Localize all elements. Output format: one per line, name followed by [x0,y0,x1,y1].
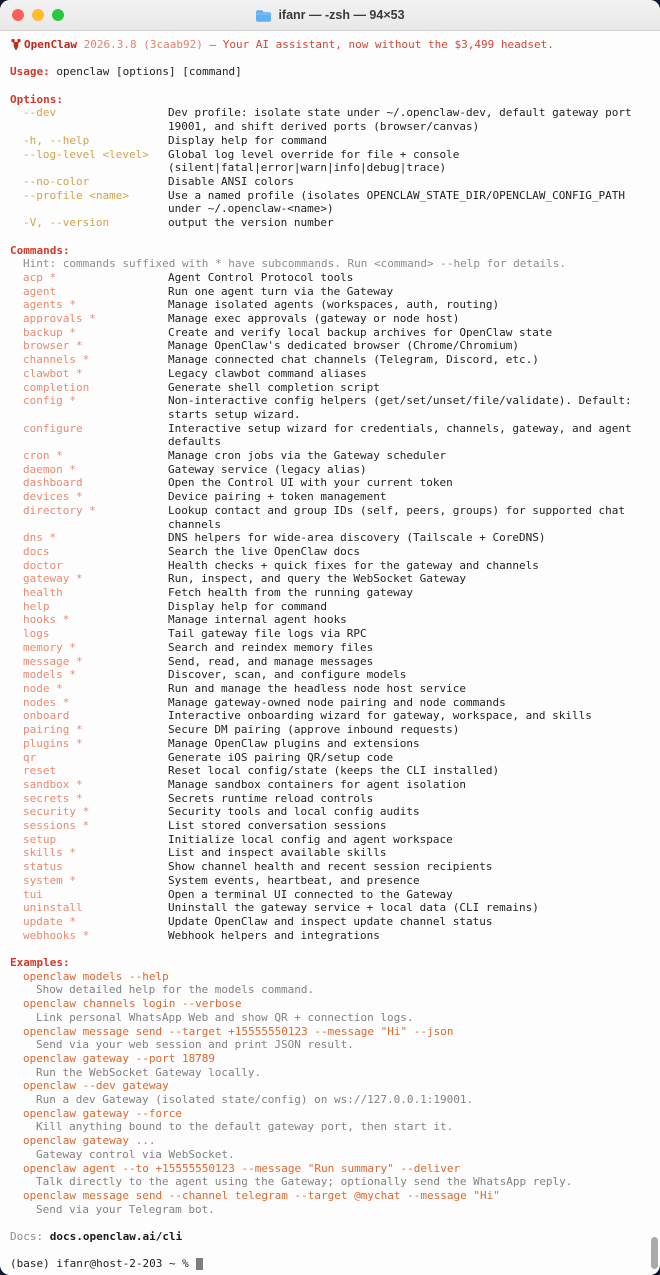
terminal-cursor [196,1258,203,1270]
command-row [10,476,650,490]
command-row [10,668,650,682]
command-name: onboard [23,709,70,723]
option-row [10,148,650,175]
command-name: acp * [23,270,57,284]
docs-label: Docs: [10,1230,44,1244]
example-block [10,1162,650,1189]
command-description: Lookup contact and group IDs (self, peers, groups) for supported chat channels [168,503,625,531]
command-description: Manage gateway-owned node pairing and node commands [168,695,506,709]
usage-line [10,65,650,79]
blank-line [10,942,650,956]
example-command: openclaw gateway ... [23,1134,156,1148]
command-row [10,339,650,353]
command-row [10,751,650,765]
command-row [10,655,650,669]
command-name: pairing * [23,723,83,737]
example-command: openclaw gateway --port 18789 [23,1051,216,1065]
command-description: Reset local config/state (keeps the CLI installed) [168,764,500,778]
close-button[interactable] [12,9,24,21]
command-row [10,600,650,614]
command-name: models * [23,668,76,682]
command-name: gateway * [23,572,83,586]
command-row [10,778,650,792]
example-command: openclaw gateway --force [23,1106,182,1120]
command-name: status [23,860,63,874]
commands-list [10,271,650,942]
example-block [10,1052,650,1079]
option-description: Disable ANSI colors [168,175,294,188]
command-row [10,627,650,641]
option-description: output the version number [168,216,334,230]
command-name: memory * [23,640,76,654]
command-row [10,271,650,285]
command-description: Manage exec approvals (gateway or node host) [168,312,460,326]
option-description: Use a named profile (isolates OPENCLAW_STATE_DIR/OPENCLAW_CONFIG_PATH under ~/.openclaw-<name>) [168,188,625,216]
command-description: Tail gateway file logs via RPC [168,627,367,641]
command-row [10,545,650,559]
command-row [10,792,650,806]
lobster-icon [10,38,22,50]
command-description: Discover, scan, and configure models [168,668,407,682]
command-row [10,929,650,943]
command-name: uninstall [23,901,83,915]
command-name: skills * [23,846,76,860]
blank-line [10,230,650,244]
app-header-line [10,38,650,52]
command-name: browser * [23,339,83,353]
blank-line [10,1244,650,1258]
options-heading: Options: [10,92,63,106]
example-description: Link personal WhatsApp Web and show QR + connection logs. [36,1010,414,1024]
option-flag: --profile <name> [23,188,129,202]
command-name: message * [23,654,83,668]
command-name: logs [23,627,50,641]
command-name: reset [23,764,57,778]
command-name: dashboard [23,476,83,490]
app-name: OpenClaw [24,38,77,51]
command-description: Gateway service (legacy alias) [168,462,367,476]
command-name: docs [23,544,50,558]
command-row [10,285,650,299]
options-list [10,106,650,229]
command-description: Manage OpenClaw's dedicated browser (Chrome/Chromium) [168,339,519,353]
commands-heading: Commands: [10,243,70,257]
command-description: Create and verify local backup archives for OpenClaw state [168,325,553,339]
examples-list [10,970,650,1217]
command-description: List stored conversation sessions [168,819,387,833]
example-description: Run a dev Gateway (isolated state/config) on ws://127.0.0.1:19001. [36,1093,474,1107]
usage-value: openclaw [options] [command] [56,65,242,79]
option-description: Dev profile: isolate state under ~/.openclaw-dev, default gateway port 19001, and shift derived ports (browser/canvas) [168,106,632,134]
command-row [10,326,650,340]
app-tagline: — Your AI assistant, now without the $3,499 headset. [209,38,554,51]
command-description: Manage connected chat channels (Telegram, Discord, etc.) [168,353,539,367]
option-description: Global log level override for file + console (silent|fatal|error|warn|info|debug|trace) [168,147,460,175]
example-command: openclaw models --help [23,969,169,983]
option-flag: -h, --help [23,133,90,147]
app-commit: (3caab92) [143,38,203,51]
window-title [255,8,404,22]
command-row [10,586,650,600]
command-row [10,723,650,737]
command-row [10,312,650,326]
examples-heading: Examples: [10,956,70,970]
example-description: Talk directly to the agent using the Gateway; optionally send the WhatsApp reply. [36,1175,573,1189]
command-row [10,641,650,655]
command-description: Secure DM pairing (approve inbound requests) [168,723,460,737]
command-name: qr [23,750,37,764]
command-row [10,504,650,531]
minimize-button[interactable] [32,9,44,21]
command-description: Interactive onboarding wizard for gateway, workspace, and skills [168,709,592,723]
blank-line [10,52,650,66]
command-description: Manage isolated agents (workspaces, auth, routing) [168,298,500,312]
command-description: Initialize local config and agent workspace [168,832,453,846]
example-description: Send via your web session and print JSON result. [36,1038,354,1052]
command-row [10,572,650,586]
command-description: List and inspect available skills [168,846,387,860]
command-name: doctor [23,558,63,572]
command-description: Show channel health and recent session recipients [168,860,493,874]
command-name: security * [23,805,90,819]
usage-label: Usage: [10,65,50,79]
example-command: openclaw channels login --verbose [23,997,242,1011]
command-description: System events, heartbeat, and presence [168,873,420,887]
app-version: 2026.3.8 [83,38,137,51]
example-command: openclaw message send --target +15555550123 --message "Hi" --json [23,1024,454,1038]
command-name: completion [23,380,90,394]
blank-line [10,1216,650,1230]
option-row [10,106,650,133]
command-description: Display help for command [168,599,327,613]
command-name: sessions * [23,819,90,833]
example-block [10,1079,650,1106]
command-row [10,531,650,545]
example-block [10,997,650,1024]
window-title-text: ifanr — -zsh — 94×53 [278,8,405,22]
command-description: Run, inspect, and query the WebSocket Gateway [168,572,467,586]
command-row [10,463,650,477]
command-row [10,874,650,888]
example-block [10,1189,650,1216]
command-description: Search and reindex memory files [168,640,374,654]
zoom-button[interactable] [52,9,64,21]
option-description: Display help for command [168,133,327,147]
commands-hint: Hint: commands suffixed with * have subcommands. Run <command> --help for details. [23,257,567,271]
command-row [10,613,650,627]
command-row [10,833,650,847]
example-command: openclaw agent --to +15555550123 --message "Run summary" --deliver [23,1161,461,1175]
blank-line [10,79,650,93]
command-description: Open the Control UI with your current token [168,476,453,490]
command-description: Security tools and local config audits [168,805,420,819]
command-row [10,490,650,504]
command-description: Generate iOS pairing QR/setup code [168,750,394,764]
command-name: help [23,599,50,613]
command-description: Generate shell completion script [168,380,380,394]
command-description: Fetch health from the running gateway [168,586,414,600]
option-flag: --dev [23,106,57,120]
command-name: dns * [23,531,57,545]
command-row [10,381,650,395]
option-flag: --log-level <level> [23,147,149,161]
command-name: update * [23,914,76,928]
command-description: Manage sandbox containers for agent isolation [168,777,467,791]
scrollbar-thumb[interactable] [651,1237,658,1269]
example-block [10,1107,650,1134]
command-description: Health checks + quick fixes for the gateway and channels [168,558,539,572]
command-name: channels * [23,353,90,367]
docs-link: docs.openclaw.ai/cli [49,1230,183,1244]
folder-icon[interactable] [255,9,272,22]
command-name: daemon * [23,462,76,476]
command-description: Uninstall the gateway service + local data (CLI remains) [168,901,539,915]
option-row [10,189,650,216]
example-command: openclaw --dev gateway [23,1079,169,1093]
option-row [10,175,650,189]
command-name: node * [23,682,63,695]
command-row [10,805,650,819]
command-name: clawbot * [23,366,83,380]
option-flag: --no-color [23,175,90,188]
command-row [10,353,650,367]
example-description: Kill anything bound to the default gateway port, then start it. [36,1120,454,1134]
command-description: Non-interactive config helpers (get/set/unset/file/validate). Default: starts setup wizard. [168,394,632,421]
command-row [10,737,650,751]
command-name: sandbox * [23,777,83,791]
command-row [10,422,650,449]
command-description: Secrets runtime reload controls [168,791,374,805]
command-name: config * [23,394,76,408]
command-name: configure [23,421,83,435]
command-name: webhooks * [23,928,90,942]
command-description: DNS helpers for wide-area discovery (Tailscale + CoreDNS) [168,531,546,545]
command-row [10,696,650,710]
command-name: backup * [23,325,76,339]
option-row [10,134,650,148]
command-name: setup [23,832,57,846]
command-description: Run and manage the headless node host service [168,682,467,695]
command-name: system * [23,873,76,887]
command-row [10,901,650,915]
command-row [10,846,650,860]
command-row [10,915,650,929]
command-row [10,367,650,381]
command-name: directory * [23,503,96,517]
command-name: health [23,586,63,600]
terminal-output [0,31,660,1275]
command-description: Run one agent turn via the Gateway [168,284,394,298]
shell-prompt[interactable] [10,1257,650,1271]
command-name: devices * [23,490,83,504]
command-description: Manage OpenClaw plugins and extensions [168,736,420,750]
example-block [10,1134,650,1161]
command-name: secrets * [23,791,83,805]
command-name: plugins * [23,736,83,750]
command-description: Send, read, and manage messages [168,654,374,668]
command-description: Manage cron jobs via the Gateway scheduler [168,449,447,463]
command-row [10,682,650,696]
example-command: openclaw message send --channel telegram --target @mychat --message "Hi" [23,1189,500,1202]
command-description: Manage internal agent hooks [168,613,347,627]
command-row [10,298,650,312]
command-description: Open a terminal UI connected to the Gateway [168,887,453,901]
command-name: agent [23,284,57,298]
example-block [10,1025,650,1052]
example-block [10,970,650,997]
example-description: Send via your Telegram bot. [36,1202,215,1216]
option-flag: -V, --version [23,216,110,230]
command-name: hooks * [23,613,70,627]
command-description: Device pairing + token management [168,490,387,504]
window-titlebar [0,0,660,31]
example-description: Run the WebSocket Gateway locally. [36,1065,262,1079]
command-name: cron * [23,449,63,463]
command-row [10,819,650,833]
command-name: tui [23,887,43,901]
command-description: Legacy clawbot command aliases [168,366,367,380]
docs-line [10,1230,650,1244]
traffic-lights [12,9,64,21]
command-description: Search the live OpenClaw docs [168,544,361,558]
option-row [10,216,650,230]
command-description: Interactive setup wizard for credentials, channels, gateway, and agent defaults [168,421,632,449]
command-row [10,559,650,573]
command-name: approvals * [23,312,96,326]
command-description: Agent Control Protocol tools [168,270,354,284]
prompt-text: (base) ifanr@host-2-203 ~ % [10,1257,189,1271]
example-description: Show detailed help for the models command. [36,983,315,997]
command-row [10,764,650,778]
command-row [10,394,650,421]
command-row [10,860,650,874]
example-description: Gateway control via WebSocket. [36,1147,235,1161]
command-description: Update OpenClaw and inspect update channel status [168,914,493,928]
command-row [10,888,650,902]
command-row [10,709,650,723]
command-name: nodes * [23,695,70,709]
command-name: agents * [23,298,76,312]
command-description: Webhook helpers and integrations [168,928,380,942]
command-row [10,449,650,463]
